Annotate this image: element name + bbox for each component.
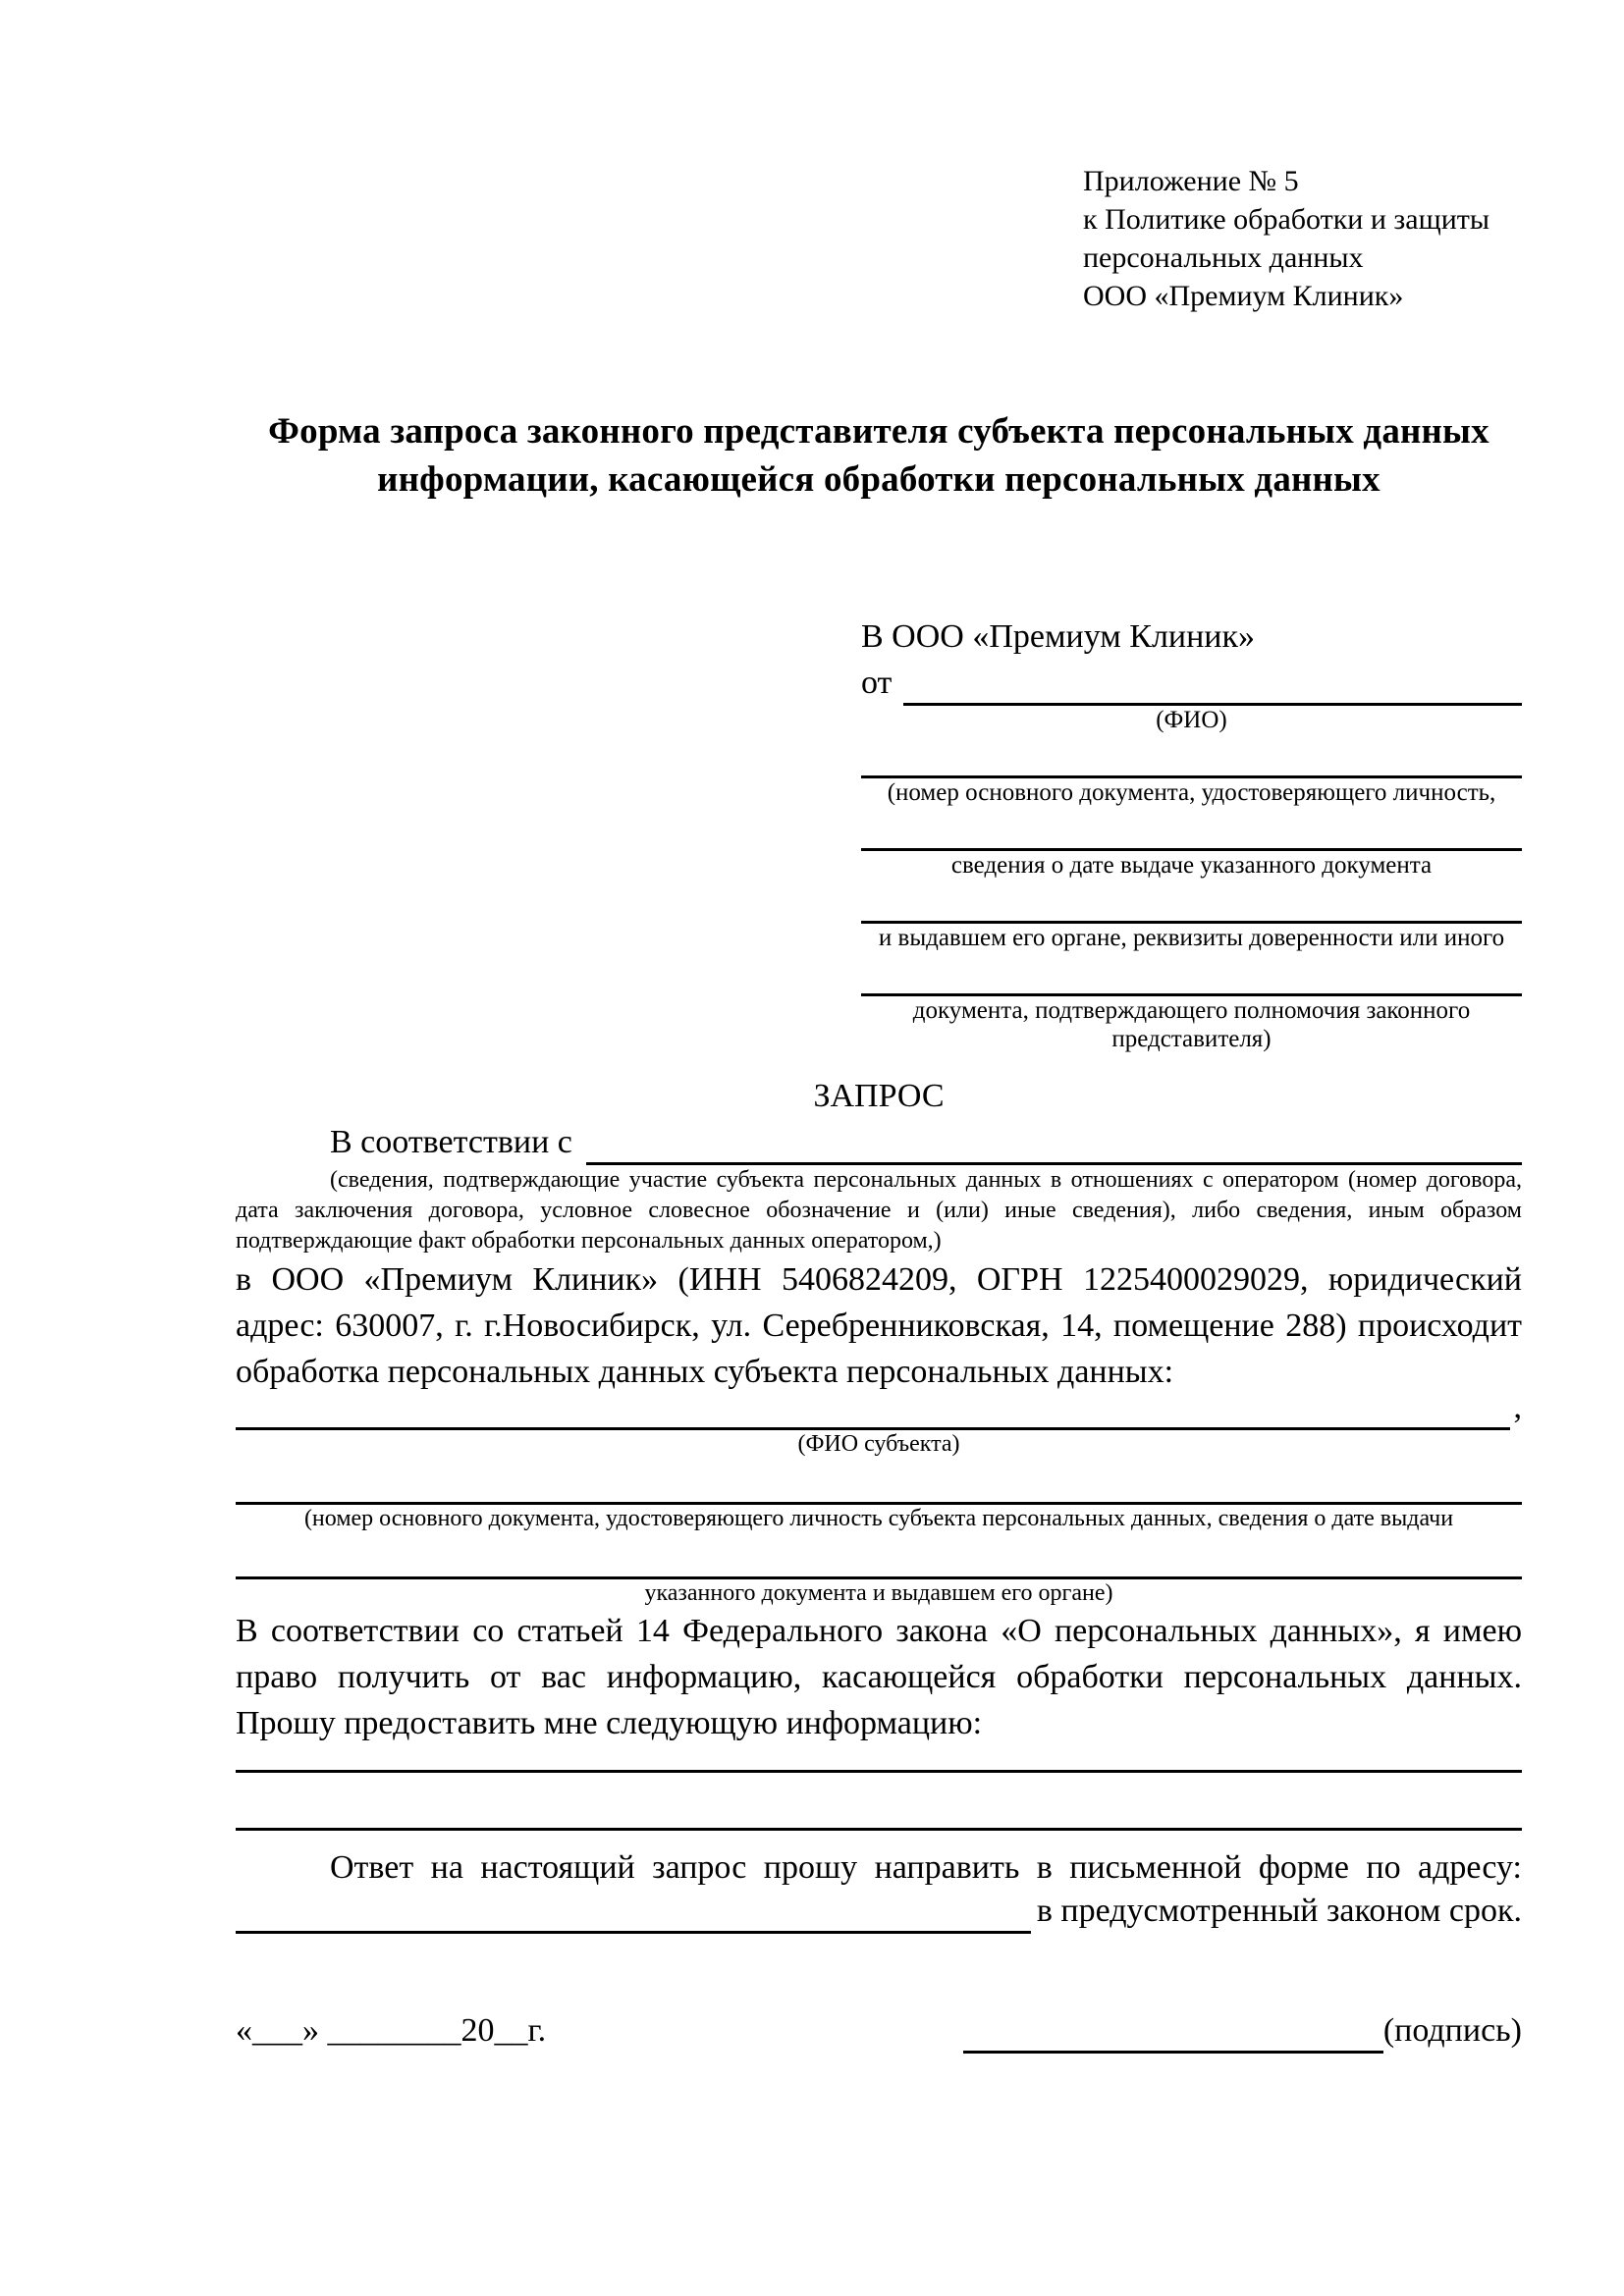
document-title-line: информации, касающейся обработки персональных данных xyxy=(377,459,1380,500)
authority-document-fill-line xyxy=(861,952,1522,996)
annex-line: ООО «Премиум Клиник» xyxy=(1083,280,1404,312)
addressee-organization: В ООО «Премиум Клиник» xyxy=(861,618,1256,655)
in-accordance-label: В соответствии с xyxy=(330,1124,572,1160)
fill-caption: и выдавшем его органе, реквизиты доверенности или иного xyxy=(878,925,1505,951)
addressee-fill-group xyxy=(861,952,1522,1053)
addressee-block xyxy=(861,614,1522,1053)
document-number-fill-line xyxy=(861,734,1522,778)
subject-document-fill-line xyxy=(236,1459,1522,1505)
date-signature-row xyxy=(236,2008,1522,2054)
fill-caption: документа, подтверждающего полномочия законного представителя) xyxy=(912,997,1471,1052)
issue-date-fill-line xyxy=(861,807,1522,851)
date-blank-line: «___» ________20__г. xyxy=(236,2012,547,2049)
fill-caption: сведения о дате выдаче указанного документа xyxy=(950,852,1433,879)
annex-line: персональных данных xyxy=(1083,241,1364,274)
requested-info-fill-line-1 xyxy=(236,1746,1522,1773)
subject-document-caption: (номер основного документа, удостоверяющего личность субъекта персональных данных, сведения о дате выдачи xyxy=(303,1506,1454,1531)
from-row xyxy=(861,661,1522,706)
subject-document-authority-fill-line xyxy=(236,1533,1522,1579)
accordance-caption: (сведения, подтверждающие участие субъекта персональных данных в отношениях с оператором (номер договора, дата заключения договора, условное словесное обозначение и (или) иные сведения), либо сведения, иным образом подтверждающие факт обработки персональных данных оператором,) xyxy=(236,1167,1522,1254)
annex-block xyxy=(1083,162,1522,315)
annex-line: к Политике обработки и защиты xyxy=(1083,203,1490,236)
fio-subject-caption: (ФИО субъекта) xyxy=(797,1431,960,1457)
signature-caption: (подпись) xyxy=(1382,2012,1522,2049)
request-heading: ЗАПРОС xyxy=(813,1078,945,1114)
addressee-fill-group xyxy=(861,807,1522,880)
fio-caption: (ФИО) xyxy=(1156,707,1227,733)
addressee-fill-group xyxy=(861,734,1522,807)
subject-document-authority-caption: указанного документа и выдавшем его органе) xyxy=(644,1580,1113,1606)
operator-paragraph: в ООО «Премиум Клиник» (ИНН 5406824209, ОГРН 1225400029029, юридический адрес: 630007, г. г.Новосибирск, ул. Серебренниковская, 14, помещение 288) происходит обработка персональных данных субъекта персональных данных: xyxy=(236,1261,1522,1390)
requested-info-fill-line-2 xyxy=(236,1773,1522,1831)
document-title xyxy=(236,407,1522,504)
annex-line: Приложение № 5 xyxy=(1083,165,1299,197)
answer-address-fill-row xyxy=(236,1891,1522,1934)
fio-subject-fill-row xyxy=(236,1389,1522,1430)
trailing-comma: , xyxy=(1513,1389,1522,1425)
in-accordance-row xyxy=(236,1120,1522,1165)
issuing-authority-fill-line xyxy=(861,880,1522,924)
fill-caption: (номер основного документа, удостоверяющего личность, xyxy=(887,779,1496,806)
from-label: от xyxy=(861,665,893,701)
answer-tail-text: в предусмотренный законом срок. xyxy=(1036,1893,1522,1929)
document-title-line: Форма запроса законного представителя субъекта персональных данных xyxy=(268,411,1489,452)
addressee-fill-group xyxy=(861,880,1522,952)
answer-paragraph: Ответ на настоящий запрос прошу направить в письменной форме по адресу: xyxy=(330,1849,1522,1886)
law-paragraph: В соответствии со статьей 14 Федерального закона «О персональных данных», я имею право получить от вас информацию, касающейся обработки персональных данных. Прошу предоставить мне следующую информацию: xyxy=(236,1613,1522,1741)
answer-address-fill-line xyxy=(236,1931,1031,1934)
signature-fill-line xyxy=(963,2011,1383,2054)
